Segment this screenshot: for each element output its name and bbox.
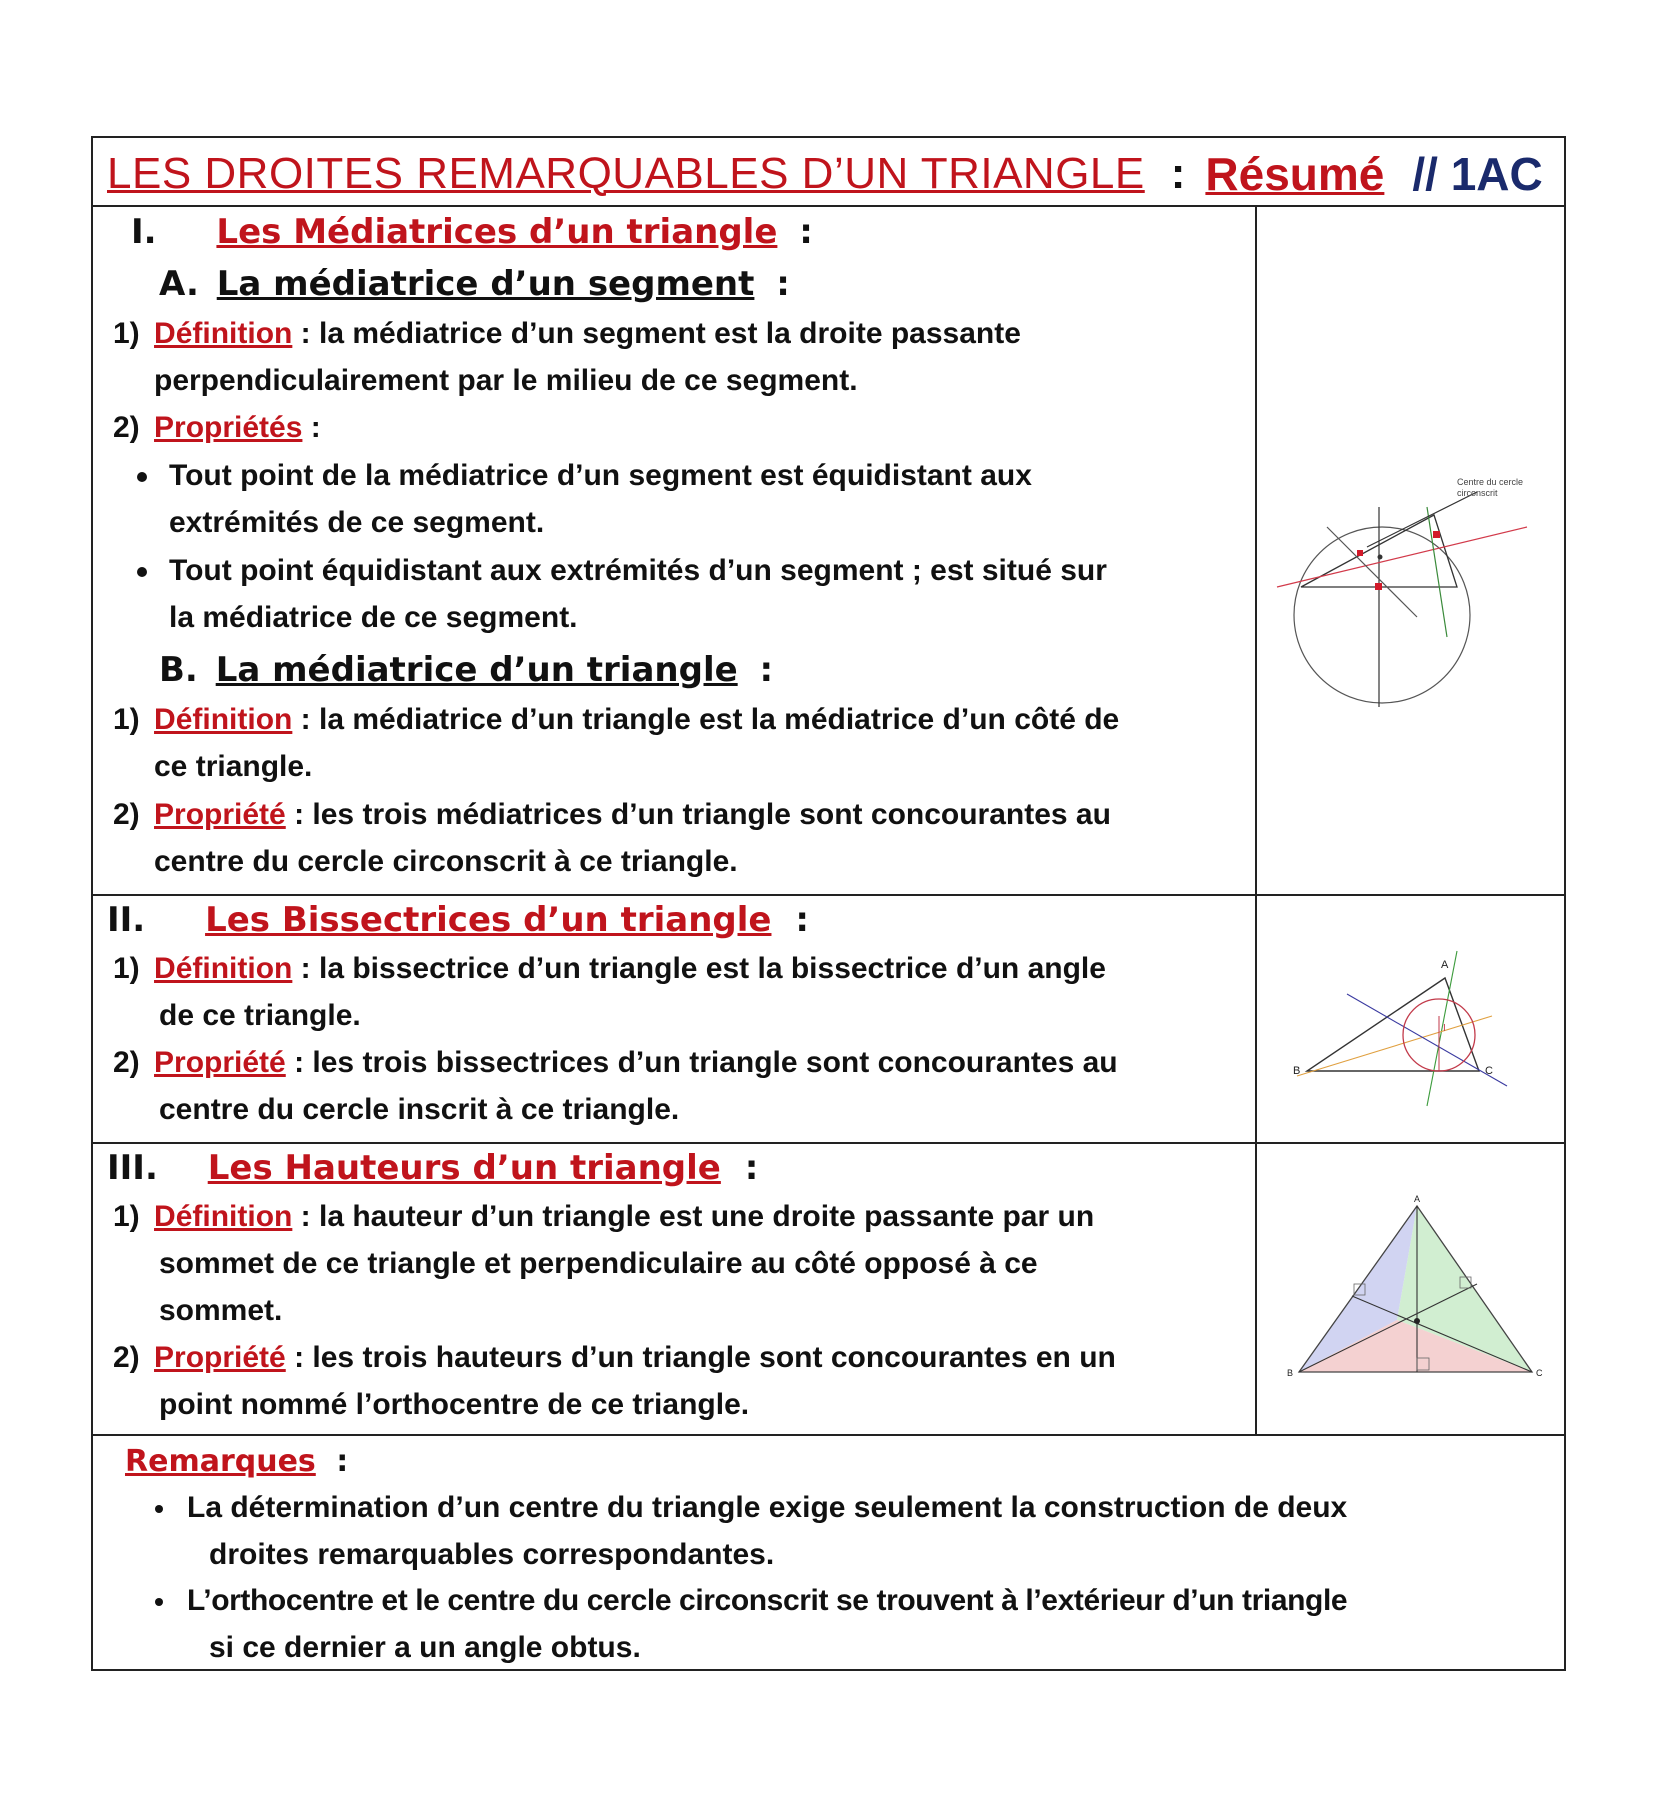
bullet-icon (137, 567, 147, 577)
property-line (113, 1334, 1116, 1382)
section-1-heading (131, 208, 813, 256)
definition-text: sommet. (159, 1294, 283, 1327)
property-text: : les trois médiatrices d’un triangle sont concourantes au (285, 798, 1111, 831)
divider (93, 1434, 1564, 1436)
vertex-label: B (1287, 1368, 1294, 1378)
item-number: 1) (113, 1200, 140, 1233)
section-number: III. (107, 1148, 158, 1188)
orthocenter-figure (1257, 1144, 1566, 1433)
item-number: 2) (113, 411, 140, 444)
list-item (137, 452, 1032, 500)
subsection-a-heading (159, 260, 790, 308)
heading-colon: : (759, 650, 774, 690)
summary-sheet (91, 136, 1566, 1671)
property-label: Propriétés (154, 411, 303, 444)
bisector-line (1347, 994, 1507, 1086)
definition-label: Définition (154, 703, 293, 736)
figure-caption: Centre du cercle (1457, 477, 1524, 487)
orthocenter-point (1414, 1318, 1420, 1324)
incircle-figure (1257, 896, 1566, 1141)
list-item (155, 1484, 1347, 1532)
vertex-label: A (1441, 959, 1449, 971)
bullet-icon (137, 472, 147, 482)
definition-line (113, 945, 1106, 993)
property-text: centre du cercle inscrit à ce triangle. (159, 1093, 680, 1126)
circumcircle-figure (1257, 207, 1566, 893)
vertex-label: C (1536, 1368, 1543, 1378)
page-title (107, 146, 1552, 202)
heading-colon: : (795, 900, 809, 940)
bisector-line (1297, 1016, 1492, 1076)
remark-text: L’orthocentre et le centre du cercle circonscrit se trouvent à l’extérieur d’un triangle (187, 1584, 1348, 1617)
remark-text: droites remarquables correspondantes. (209, 1538, 775, 1571)
heading-colon: : (336, 1444, 349, 1479)
heading-colon: : (799, 212, 813, 252)
title-resume: Résumé (1205, 148, 1385, 200)
vertex-label: A (1414, 1194, 1421, 1204)
subsection-title: La médiatrice d’un segment (216, 264, 755, 304)
property-text: centre du cercle circonscrit à ce triangle. (154, 845, 738, 878)
definition-text: sommet de ce triangle et perpendiculaire au côté opposé à ce (159, 1247, 1038, 1280)
right-angle-mark (1375, 583, 1382, 590)
vertex-label: B (1293, 1065, 1301, 1077)
section-number: II. (107, 900, 146, 940)
definition-line (113, 310, 1021, 358)
triangle-shape (1307, 978, 1479, 1071)
definition-line (113, 696, 1119, 744)
item-number: 1) (113, 703, 140, 736)
subsection-b-heading (159, 646, 773, 694)
right-angle-mark (1357, 550, 1363, 556)
definition-line (113, 1193, 1094, 1241)
heading-colon: : (776, 264, 790, 304)
list-item (137, 547, 1107, 595)
bullet-icon (155, 1598, 163, 1606)
figure-caption: circonscrit (1457, 488, 1498, 498)
title-colon: : (1170, 149, 1186, 198)
bullet-text: Tout point de la médiatrice d’un segment est équidistant aux (169, 459, 1032, 492)
title-level: // 1AC (1412, 148, 1543, 200)
remark-text: La détermination d’un centre du triangle exige seulement la construction de deux (187, 1491, 1348, 1524)
definition-label: Définition (154, 952, 293, 985)
section-title: Les Bissectrices d’un triangle (205, 900, 772, 940)
remarks-title: Remarques (125, 1444, 316, 1479)
property-text: : les trois hauteurs d’un triangle sont concourantes en un (285, 1341, 1116, 1374)
property-line (113, 404, 321, 452)
property-colon: : (302, 411, 321, 444)
item-number: 1) (113, 952, 140, 985)
section-title: Les Hauteurs d’un triangle (207, 1148, 721, 1188)
pointer-line (1367, 492, 1477, 547)
remarks-heading (125, 1438, 348, 1486)
property-line (113, 1039, 1118, 1087)
bullet-text: la médiatrice de ce segment. (169, 601, 578, 634)
item-number: 2) (113, 1046, 140, 1079)
center-label: I (1443, 1023, 1446, 1034)
subsection-title: La médiatrice d’un triangle (215, 650, 738, 690)
vertex-label: C (1485, 1065, 1493, 1077)
definition-text: : la médiatrice d’un segment est la droite passante (292, 317, 1021, 350)
section-number: I. (131, 212, 157, 252)
definition-text: perpendiculairement par le milieu de ce segment. (154, 364, 858, 397)
remark-text: si ce dernier a un angle obtus. (209, 1631, 641, 1664)
property-text: : les trois bissectrices d’un triangle sont concourantes au (285, 1046, 1118, 1079)
section-2-heading (107, 896, 809, 944)
definition-label: Définition (154, 1200, 293, 1233)
right-angle-mark (1433, 531, 1440, 538)
item-number: 2) (113, 798, 140, 831)
item-number: 1) (113, 317, 140, 350)
bullet-text: extrémités de ce segment. (169, 506, 545, 539)
definition-text: : la hauteur d’un triangle est une droite passante par un (292, 1200, 1095, 1233)
section-title: Les Médiatrices d’un triangle (216, 212, 778, 252)
section-3-heading (107, 1144, 758, 1192)
definition-text: : la médiatrice d’un triangle est la médiatrice d’un côté de (292, 703, 1120, 736)
bullet-icon (155, 1505, 163, 1513)
definition-text: : la bissectrice d’un triangle est la bissectrice d’un angle (292, 952, 1106, 985)
property-label: Propriété (154, 798, 286, 831)
center-point (1378, 555, 1383, 560)
property-text: point nommé l’orthocentre de ce triangle. (159, 1388, 750, 1421)
heading-colon: : (744, 1148, 759, 1188)
property-line (113, 791, 1111, 839)
list-item (155, 1577, 1347, 1625)
title-main: LES DROITES REMARQUABLES D’UN TRIANGLE (107, 149, 1145, 198)
definition-text: de ce triangle. (159, 999, 361, 1032)
item-number: 2) (113, 1341, 140, 1374)
bullet-text: Tout point équidistant aux extrémités d’un segment ; est situé sur (169, 554, 1107, 587)
bisector-line (1277, 527, 1527, 587)
definition-label: Définition (154, 317, 293, 350)
property-label: Propriété (154, 1046, 286, 1079)
property-label: Propriété (154, 1341, 286, 1374)
subsection-letter: A. (159, 264, 199, 304)
definition-text: ce triangle. (154, 750, 313, 783)
subsection-letter: B. (159, 650, 198, 690)
